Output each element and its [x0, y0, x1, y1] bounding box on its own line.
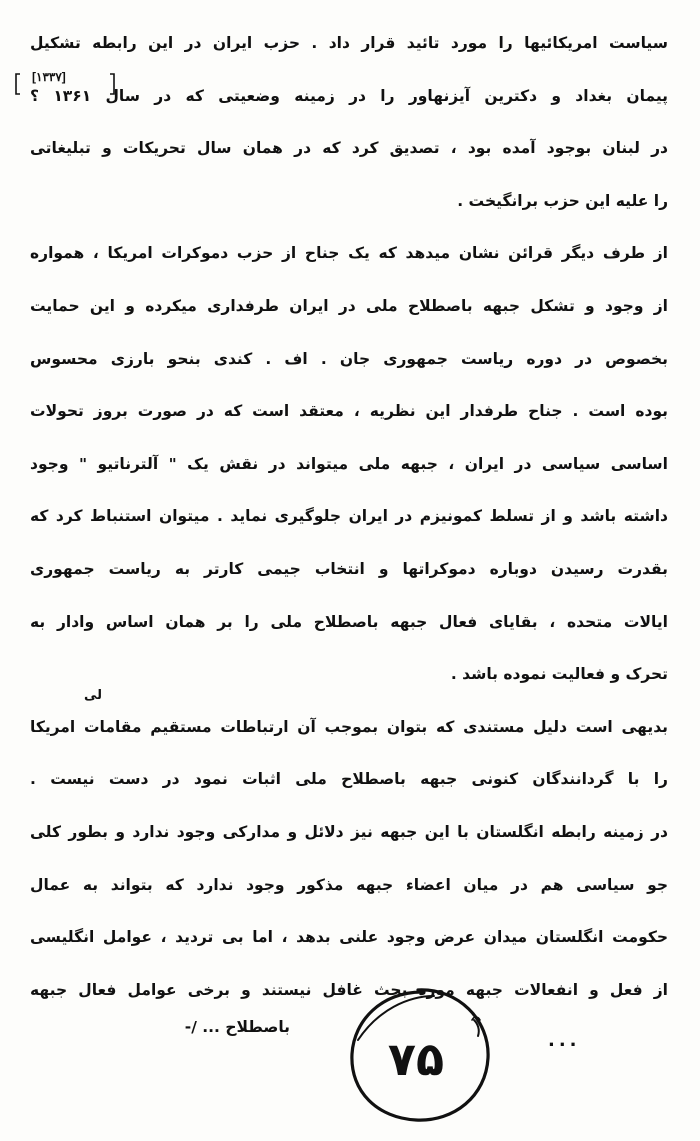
interline-note: لی: [84, 688, 103, 703]
footer-dots: ...: [548, 1030, 581, 1051]
page-seal: [338, 980, 498, 1130]
text-line: جو سیاسی هم در میان اعضاء جبهه مذکور وجود ندارد که بتواند به عمال: [30, 875, 668, 894]
text-line: بوده است . جناح طرفدار این نظریه ، معتقد است که در صورت بروز تحولات: [30, 402, 668, 421]
text-line: از وجود و تشکل جبهه باصطلاح ملی در ایران طرفداری میکرده و این حمایت: [30, 296, 668, 315]
text-line: حکومت انگلستان میدان عرض وجود علنی بدهد ، اما بی تردید ، عوامل انگلیسی: [30, 928, 668, 947]
document-body: [30, 32, 668, 1031]
text-line: پیمان بغداد و دکترین آیزنهاور را در زمینه وضعیتی که در سال ۱۳۶۱ ؟: [30, 86, 668, 105]
text-line: بخصوص در دوره ریاست جمهوری جان . اف . کندی بنحو بارزی محسوس: [30, 349, 668, 368]
paragraph-2: [30, 242, 668, 685]
annotation-text: [۱۳۳۷]: [32, 70, 66, 84]
text-line: را علیه این حزب برانگیخت .: [457, 191, 668, 210]
seal-stamp-icon: [338, 980, 498, 1130]
paragraph-1: [30, 32, 668, 212]
text-line: بدیهی است دلیل مستندی که بتوان بموجب آن ارتباطات مستقیم مقامات امریکا: [30, 717, 668, 736]
text-line: ایالات متحده ، بقایای فعال جبهه باصطلاح ملی را بر همان اساس وادار به: [30, 612, 668, 631]
text-line: اساسی سیاسی در ایران ، جبهه ملی میتواند در نقش یک " آلترناتیو " وجود: [30, 454, 668, 473]
footer-line: باصطلاح ... /-: [184, 1018, 290, 1036]
paragraph-3: [30, 716, 668, 1001]
text-line: از طرف دیگر قرائن نشان میدهد که یک جناح از حزب دموکرات امریکا ، همواره: [30, 244, 668, 263]
text-line: بقدرت رسیدن دوباره دموکراتها و انتخاب جیمی کارتر به ریاست جمهوری: [30, 559, 668, 578]
seal-number: ۷۵: [387, 1032, 445, 1086]
text-line: داشته باشد و از تسلط کمونیزم در ایران جلوگیری نماید . میتوان استنباط کرد که: [30, 507, 668, 526]
text-line: در زمینه رابطه انگلستان با این جبهه نیز دلائل و مدارکی وجود ندارد و بطور کلی: [30, 822, 668, 841]
text-line: را با گردانندگان کنونی جبهه باصطلاح ملی اثبات نمود در دست نیست .: [30, 770, 668, 789]
text-line: تحرک و فعالیت نموده باشد .: [450, 665, 668, 684]
text-line: در لبنان بوجود آمده بود ، تصدیق کرد که در همان سال تحریکات و تبلیغاتی: [30, 139, 668, 158]
text-line: از فعل و انفعالات جبهه مورد بحث غافل نیستند و برخی عوامل فعال جبهه: [30, 980, 668, 999]
text-line: سیاست امریکائیها را مورد تائید قرار داد . حزب ایران در این رابطه تشکیل: [30, 34, 668, 52]
